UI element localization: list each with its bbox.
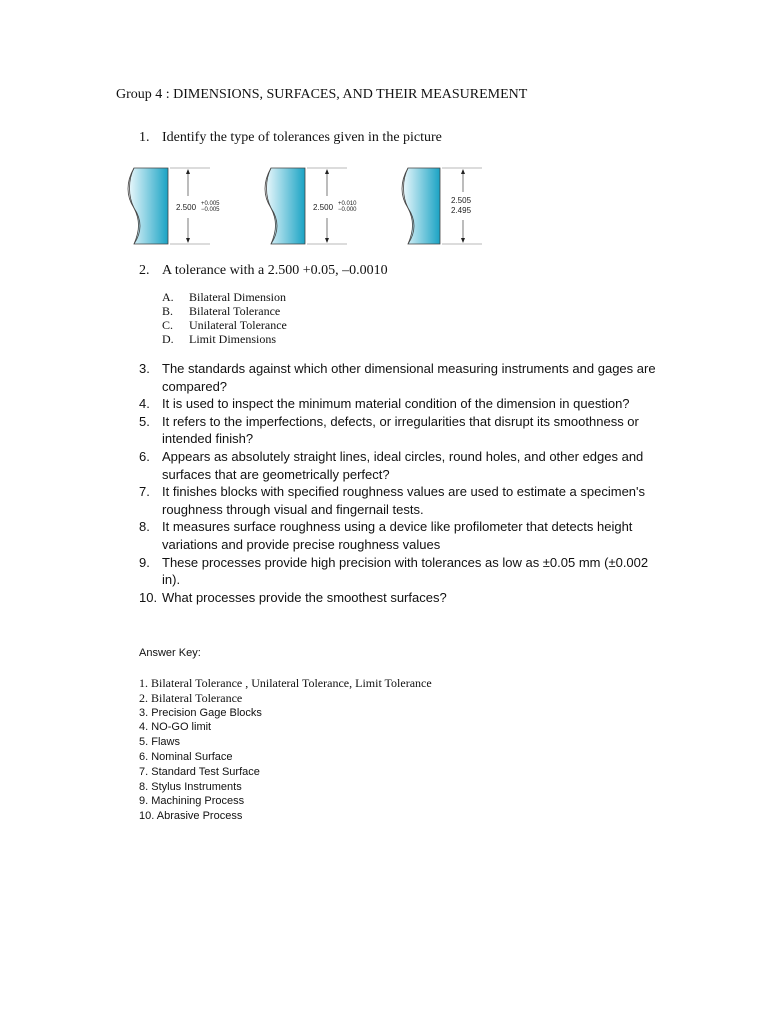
option-letter: A. bbox=[162, 290, 174, 304]
question-text: It measures surface roughness using a device like profilometer that detects height variations and provide precise roughness values bbox=[162, 519, 633, 552]
list-item bbox=[139, 554, 659, 589]
question-number: 7. bbox=[139, 484, 150, 500]
question-text: Appears as absolutely straight lines, ideal circles, round holes, and other edges and surfaces that are geometrically perfect? bbox=[162, 448, 644, 482]
shaft-drawing-2 bbox=[257, 160, 417, 252]
answer-item: 6. Nominal Surface bbox=[139, 750, 233, 763]
answer-item: 2. Bilateral Tolerance bbox=[139, 690, 243, 705]
option-letter: D. bbox=[162, 332, 174, 346]
question-text: It finishes blocks with specified roughness values are used to estimate a specimen's roughness through visual and fingernail tests. bbox=[162, 484, 646, 517]
list-item bbox=[139, 360, 659, 395]
dimension-base: 2.500 bbox=[176, 203, 197, 212]
option-letter: B. bbox=[162, 304, 174, 318]
question-number: 5. bbox=[139, 413, 150, 429]
option-text: Unilateral Tolerance bbox=[189, 318, 287, 332]
dimension-upper-limit: 2.505 bbox=[451, 196, 472, 205]
option-item bbox=[162, 332, 287, 346]
list-item bbox=[139, 448, 659, 483]
option-item bbox=[162, 304, 287, 318]
question-text: What processes provide the smoothest surfaces? bbox=[162, 589, 447, 605]
answer-item: 8. Stylus Instruments bbox=[139, 780, 242, 793]
tolerance-plus: +0.010 bbox=[338, 201, 357, 207]
question-text: These processes provide high precision with tolerances as low as ±0.05 mm (±0.002 in). bbox=[162, 554, 649, 588]
tolerance-minus: −0.005 bbox=[201, 207, 220, 213]
answer-item: 3. Precision Gage Blocks bbox=[139, 706, 262, 719]
question-text: It refers to the imperfections, defects, or irregularities that disrupt its smoothness or intended finish? bbox=[162, 413, 639, 447]
question-text: Identify the type of tolerances given in the picture bbox=[162, 130, 442, 145]
question-number: 8. bbox=[139, 519, 150, 535]
dimension-base: 2.500 bbox=[313, 203, 334, 212]
question-number: 10. bbox=[139, 589, 158, 605]
answer-item: 5. Flaws bbox=[139, 736, 180, 749]
tolerance-minus: −0.000 bbox=[338, 207, 357, 213]
answer-key-heading: Answer Key: bbox=[139, 647, 201, 659]
question-1 bbox=[139, 130, 442, 146]
shaft-drawing-1 bbox=[120, 160, 280, 252]
question-text: A tolerance with a 2.500 +0.05, –0.0010 bbox=[162, 263, 388, 278]
question-2 bbox=[139, 263, 388, 279]
tolerance-figure-limit bbox=[394, 160, 554, 252]
question-number: 3. bbox=[139, 361, 150, 376]
option-text: Limit Dimensions bbox=[189, 332, 276, 346]
option-text: Bilateral Tolerance bbox=[189, 304, 281, 318]
question-number: 2. bbox=[139, 263, 150, 278]
question-text: The standards against which other dimensional measuring instruments and gages are compared? bbox=[162, 361, 656, 394]
option-letter: C. bbox=[162, 318, 174, 332]
question-number: 1. bbox=[139, 130, 150, 145]
question-text: It is used to inspect the minimum material condition of the dimension in question? bbox=[162, 396, 630, 412]
option-item bbox=[162, 290, 287, 304]
list-item bbox=[139, 589, 659, 607]
question-number: 9. bbox=[139, 554, 150, 570]
tolerance-figure-unilateral bbox=[257, 160, 417, 252]
answer-item: 7. Standard Test Surface bbox=[139, 765, 260, 778]
question-number: 4. bbox=[139, 396, 150, 412]
answer-options bbox=[162, 290, 287, 346]
tolerance-plus: +0.005 bbox=[201, 201, 220, 207]
tolerance-figure-bilateral bbox=[120, 160, 280, 252]
list-item bbox=[139, 395, 659, 413]
list-item bbox=[139, 413, 659, 448]
list-item bbox=[139, 518, 659, 553]
answer-item: 1. Bilateral Tolerance , Unilateral Tolerance, Limit Tolerance bbox=[139, 676, 432, 690]
question-list bbox=[139, 360, 659, 606]
answer-key-list bbox=[139, 676, 432, 824]
option-item bbox=[162, 318, 287, 332]
answer-item: 9. Machining Process bbox=[139, 795, 245, 808]
answer-item: 10. Abrasive Process bbox=[139, 810, 243, 823]
dimension-lower-limit: 2.495 bbox=[451, 206, 472, 215]
answer-item: 4. NO-GO limit bbox=[139, 721, 212, 734]
page-title: Group 4 : DIMENSIONS, SURFACES, AND THEIR MEASUREMENT bbox=[116, 87, 528, 102]
list-item bbox=[139, 483, 659, 518]
question-number: 6. bbox=[139, 448, 150, 464]
option-text: Bilateral Dimension bbox=[189, 290, 286, 304]
shaft-drawing-3 bbox=[394, 160, 554, 252]
